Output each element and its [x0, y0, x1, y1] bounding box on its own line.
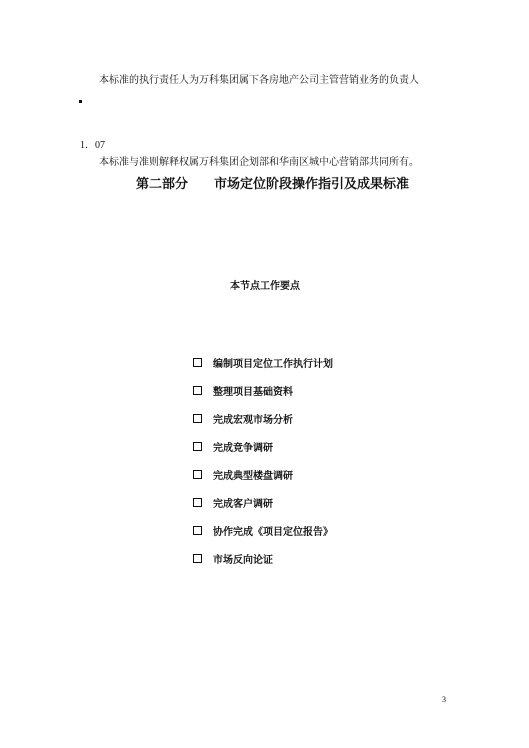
part-heading [136, 173, 409, 192]
page-number: 3 [442, 695, 446, 704]
checkbox-icon [193, 498, 202, 507]
responsibility-paragraph: 本标准的执行责任人为万科集团属下各房地产公司主管营销业务的负责人 [99, 75, 419, 86]
list-item-label: 完成客户调研 [213, 498, 273, 510]
list-item [193, 432, 333, 460]
list-item [193, 376, 333, 404]
checkbox-icon [193, 358, 202, 367]
list-item-label: 市场反向论证 [213, 554, 273, 566]
checkbox-icon [193, 442, 202, 451]
section-heading: 本节点工作要点 [230, 281, 300, 292]
list-item [193, 516, 333, 544]
section-number: 1．07 [80, 140, 105, 151]
interpretation-paragraph: 本标准与准则解释权属万科集团企划部和华南区城中心营销部共同所有。 [99, 157, 419, 168]
list-item [193, 488, 333, 516]
checkbox-icon [193, 386, 202, 395]
list-item-label: 协作完成《项目定位报告》 [213, 526, 333, 538]
list-item-label: 完成竞争调研 [213, 442, 273, 454]
checkbox-icon [193, 470, 202, 479]
list-item-label: 编制项目定位工作执行计划 [213, 358, 333, 370]
period-mark [79, 100, 82, 103]
list-item-label: 整理项目基础资料 [213, 386, 293, 398]
list-item [193, 348, 333, 376]
part-label: 第二部分 [136, 177, 189, 192]
checkbox-icon [193, 414, 202, 423]
list-item [193, 544, 333, 572]
list-item [193, 404, 333, 432]
checkbox-icon [193, 526, 202, 535]
part-title: 市场定位阶段操作指引及成果标准 [214, 177, 410, 192]
checkbox-icon [193, 554, 202, 563]
work-points-list [193, 348, 333, 572]
list-item [193, 460, 333, 488]
list-item-label: 完成典型楼盘调研 [213, 470, 293, 482]
list-item-label: 完成宏观市场分析 [213, 414, 293, 426]
